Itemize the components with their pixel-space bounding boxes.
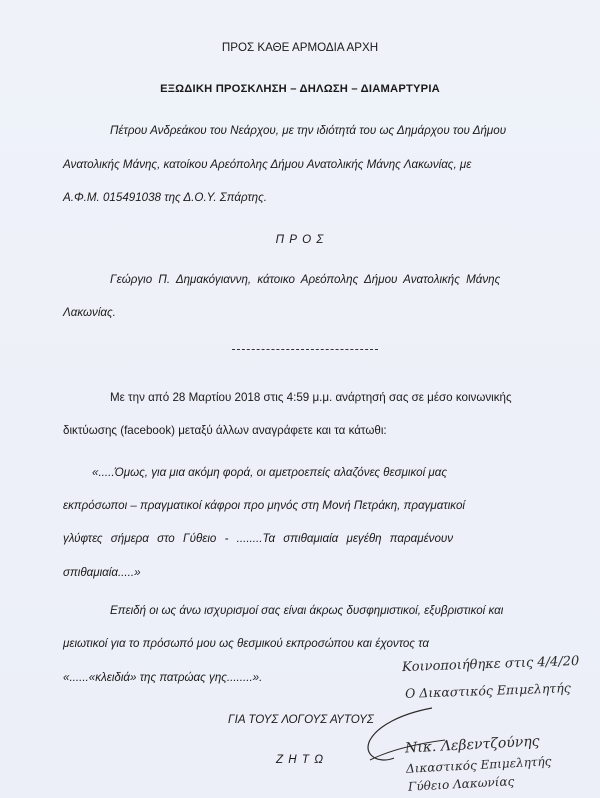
reasons-heading: ΓΙΑ ΤΟΥΣ ΛΟΓΟΥΣ ΑΥΤΟΥΣ: [228, 713, 374, 726]
service-note-officer: Ο Δικαστικός Επιμελητής: [404, 680, 571, 701]
service-note-date: Κοινοποιήθηκε στις 4/4/20: [401, 653, 580, 676]
quote-line-2: εκπρόσωποι – πραγματικοί κάφροι προ μηνός στη Μονή Πετράκη, πραγματικοί: [63, 499, 465, 512]
quote-line-4: σπιθαμιαία.....»: [63, 566, 141, 579]
body-p2-line-2: μειωτικοί για το πρόσωπό μου ως θεσμικού εκπροσώπου και έχοντος τα: [63, 637, 429, 650]
sender-line-3: Α.Φ.Μ. 015491038 της Δ.Ο.Υ. Σπάρτης.: [63, 191, 267, 204]
recipient-line-1: Γεώργιο Π. Δημακόγιαννη, κάτοικο Αρεόπολης Δήμου Ανατολικής Μάνης: [110, 273, 501, 286]
document-title: ΕΞΩΔΙΚΗ ΠΡΟΣΚΛΗΣΗ – ΔΗΛΩΣΗ – ΔΙΑΜΑΡΤΥΡΙΑ: [160, 83, 440, 95]
body-p1-line-2: δικτύωσης (facebook) μεταξύ άλλων αναγράφετε και τα κάτωθι:: [63, 424, 387, 437]
addressee-heading: ΠΡΟΣ ΚΑΘΕ ΑΡΜΟΔΙΑ ΑΡΧΗ: [221, 41, 379, 54]
sender-line-2: Ανατολικής Μάνης, κατοίκου Αρεόπολης Δήμου Ανατολικής Μάνης Λακωνίας, με: [63, 158, 472, 171]
separator-line: [232, 349, 378, 350]
body-p2-line-1: Επειδή οι ως άνω ισχυρισμοί σας είναι άκρως δυσφημιστικοί, εξυβριστικοί και: [110, 604, 504, 617]
recipient-line-2: Λακωνίας.: [63, 306, 116, 319]
body-p2-line-3: «......«κλειδιά» της πατρώας γης........».: [63, 671, 263, 684]
sender-line-1: Πέτρου Ανδρεάκου του Νεάρχου, με την ιδιότητά του ως Δημάρχου του Δήμου: [110, 124, 507, 137]
body-p1-line-1: Με την από 28 Μαρτίου 2018 στις 4:59 μ.μ. ανάρτησή σας σε μέσο κοινωνικής: [110, 391, 512, 404]
quote-line-1: «.....Όμως, για μια ακόμη φορά, οι αμετροεπείς αλαζόνες θεσμικοί μας: [92, 466, 447, 479]
quote-line-3: γλύφτες σήμερα στο Γύθειο - ........Τα σπιθαμιαία μεγέθη παραμένουν: [63, 532, 454, 545]
bailiff-place: Γύθειο Λακωνίας: [407, 774, 515, 794]
pros-heading: Π Ρ Ο Σ: [275, 233, 325, 246]
bailiff-name: Νικ. Λεβεντζούνης: [404, 733, 540, 757]
bailiff-role: Δικαστικός Επιμελητής: [405, 754, 552, 776]
demand-heading: Ζ Η Τ Ω: [276, 753, 325, 766]
